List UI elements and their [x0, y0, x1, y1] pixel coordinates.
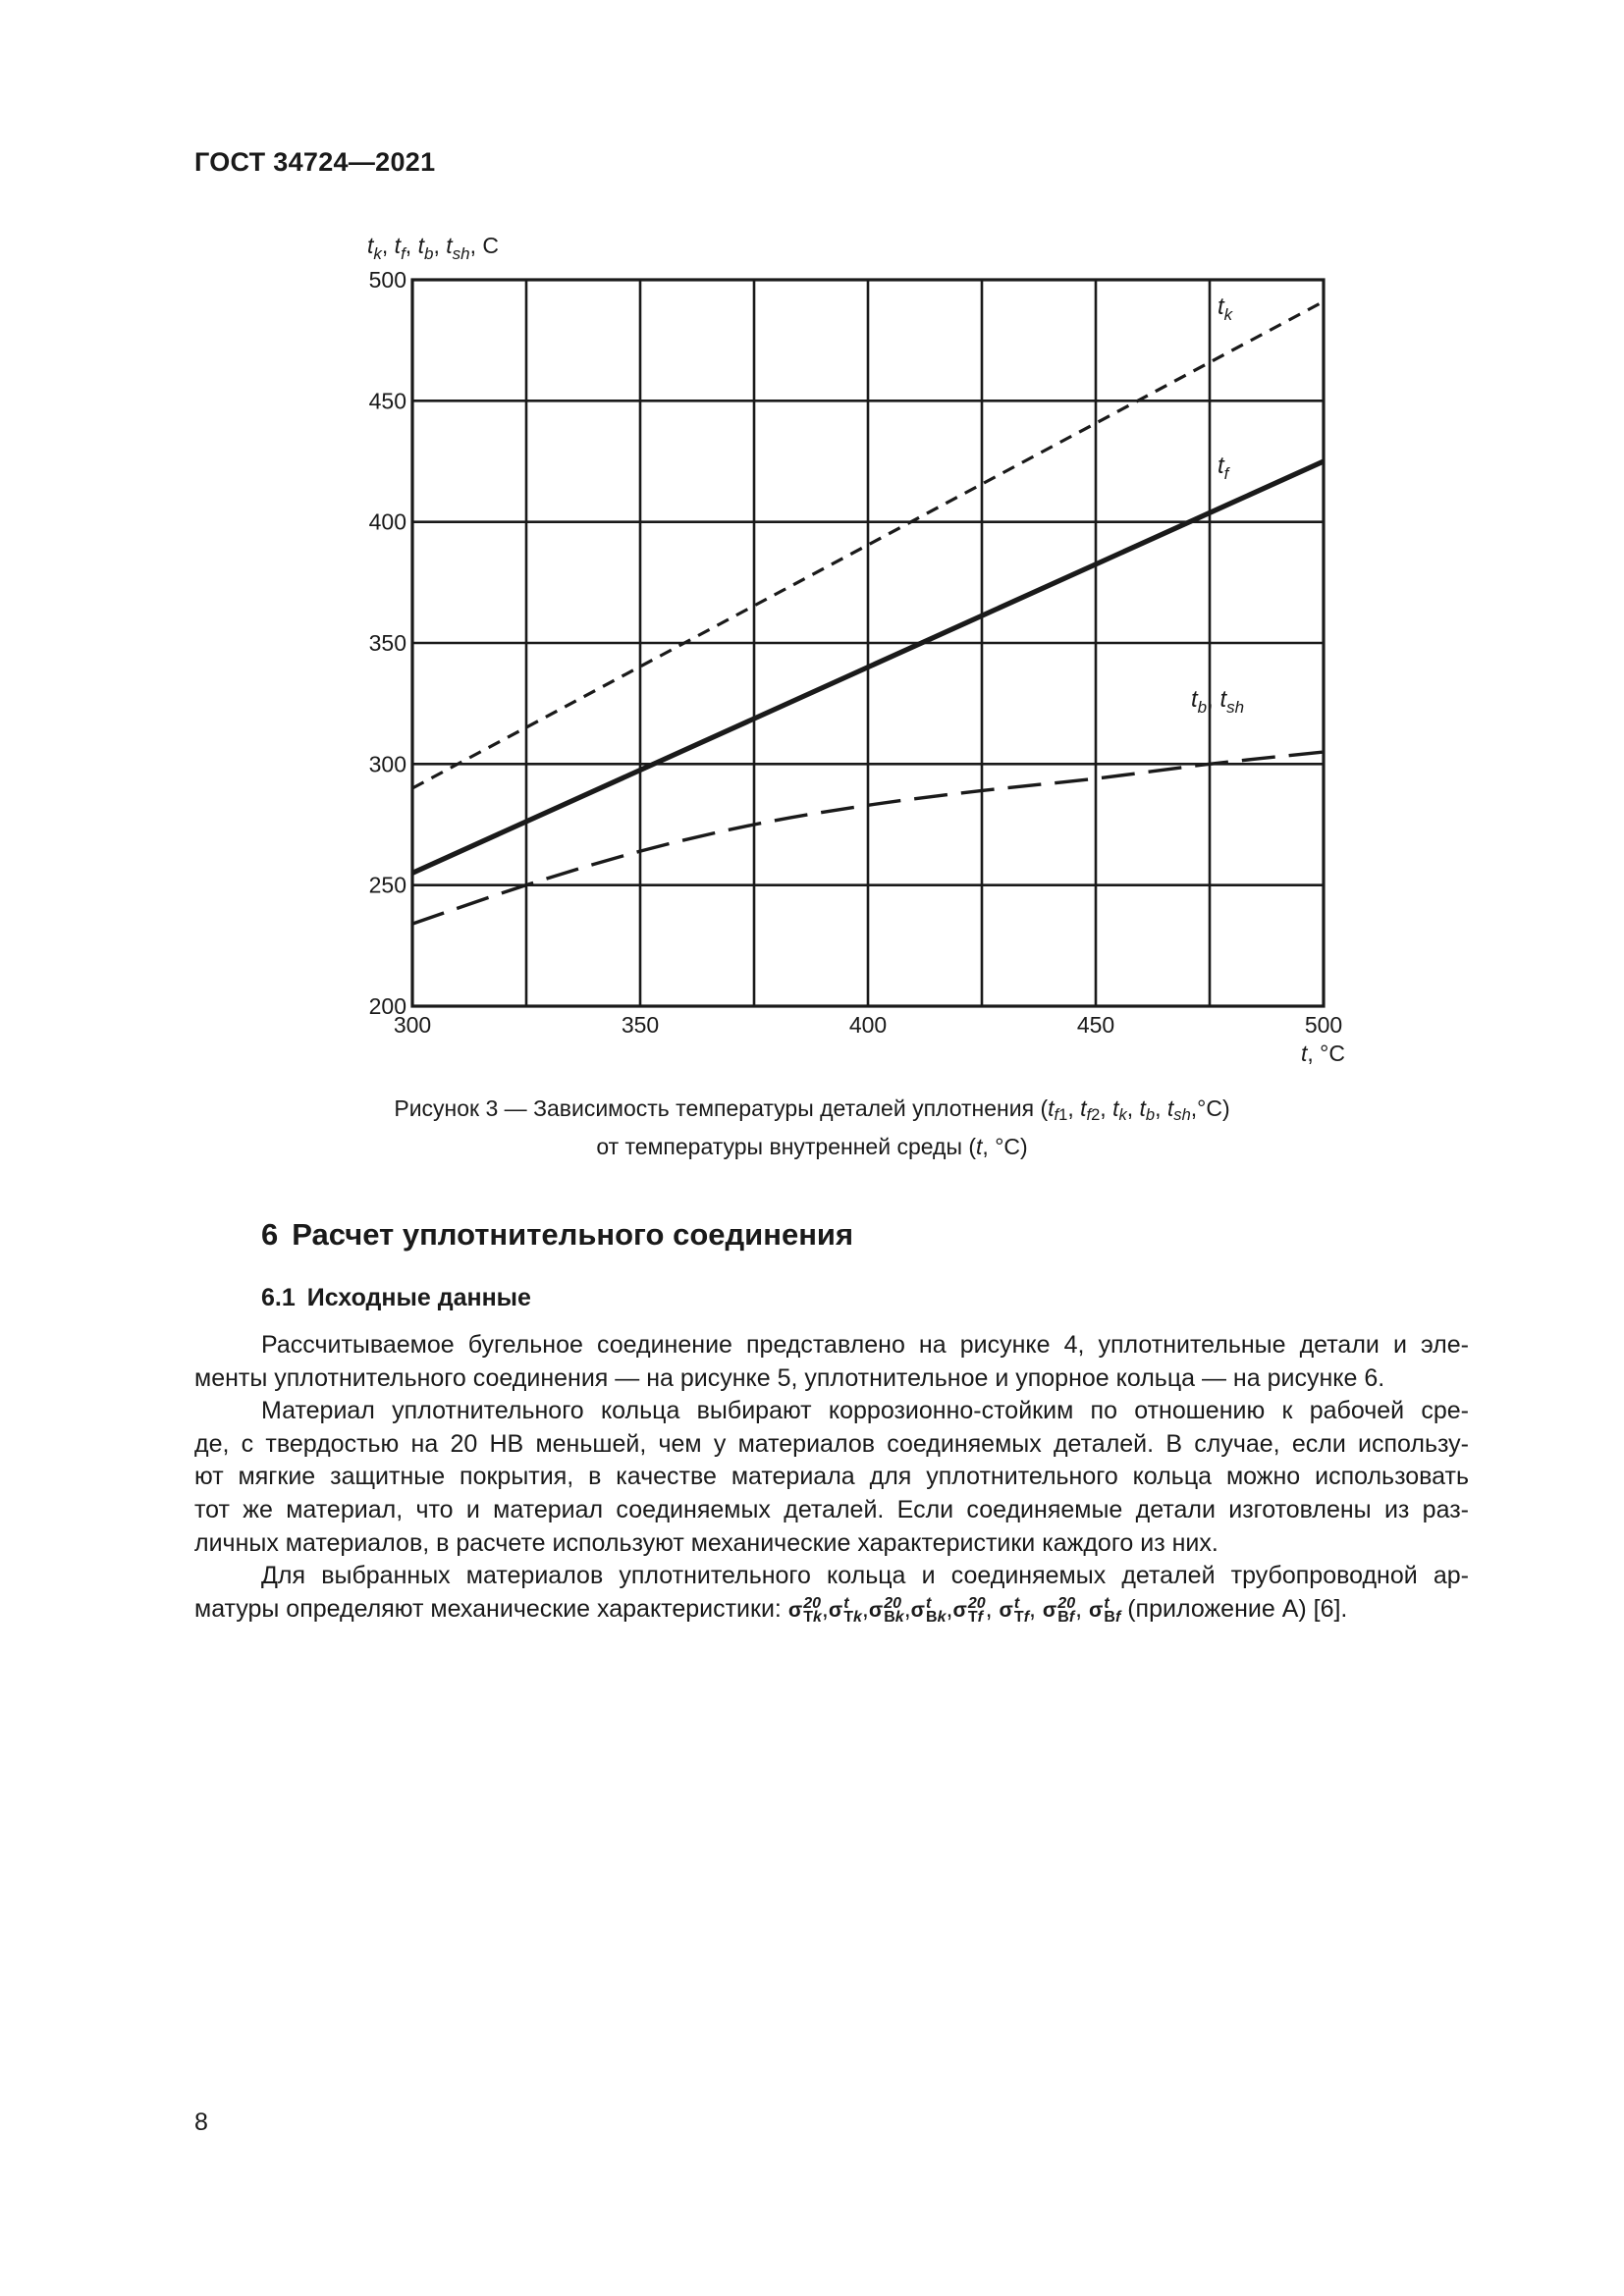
y-axis-label: $t_k$, $t_f$, $t_b$, $t_{sh}$, С — [367, 233, 499, 263]
paragraph-line — [194, 1593, 1469, 1628]
paragraph-line: ют мягкие защитные покрытия, в качестве материала для уплотнительного кольца можно использовать — [194, 1463, 1469, 1491]
figure-caption-line2: от температуры внутренней среды (t, °С) — [596, 1134, 1028, 1160]
section-number: 6 — [261, 1217, 279, 1252]
document-header: ГОСТ 34724—2021 — [194, 147, 436, 177]
x-axis-label: t, °С — [1301, 1041, 1345, 1066]
series-label: $t_f$ — [1218, 453, 1229, 483]
figure-caption — [295, 1093, 1329, 1163]
paragraph-2 — [194, 1395, 1469, 1560]
paragraph-line: тот же материал, что и материал соединяемых деталей. Если соединяемые детали изготовлены из раз- — [194, 1495, 1469, 1523]
symbol-sigma: σ t Bk — [910, 1595, 947, 1627]
section-title: Расчет уплотнительного соединения — [292, 1217, 854, 1252]
y-tick-label: 200 — [368, 993, 406, 1019]
x-tick-label: 450 — [1076, 1012, 1115, 1038]
y-tick-label: 500 — [368, 267, 406, 293]
temperature-chart — [0, 0, 1624, 1139]
figure-caption-line1: Рисунок 3 — Зависимость температуры деталей уплотнения ($t_{f1}$, $t_{f2}$, $t_k$, $t_b$, $t_{sh},^\circ С$) — [394, 1095, 1230, 1125]
section-heading — [261, 1217, 853, 1253]
symbol-sigma: σ t Tk — [828, 1595, 862, 1627]
paragraph-line: Для выбранных материалов уплотнительного кольца и соединяемых деталей трубопроводной ар- — [261, 1562, 1469, 1590]
symbol-sigma: σ 20 Tf — [952, 1595, 986, 1627]
symbol-sigma: σ 20 Bf — [1042, 1595, 1076, 1627]
subsection-heading — [261, 1284, 531, 1312]
series-label: $t_b$, $t_{sh}$ — [1191, 686, 1245, 717]
paragraph-line: Материал уплотнительного кольца выбирают коррозионно-стойким по отношению к рабочей сре- — [261, 1397, 1469, 1425]
subsection-title: Исходные данные — [306, 1284, 531, 1311]
x-tick-label: 400 — [848, 1012, 888, 1038]
paragraph-1 — [194, 1329, 1469, 1395]
paragraph-3 — [194, 1560, 1469, 1627]
paragraph-line: менты уплотнительного соединения — на рисунке 5, уплотнительное и упорное кольца — на рисунке 6. — [194, 1363, 1385, 1392]
y-tick-label: 250 — [368, 872, 406, 898]
symbol-sigma: σ t Bf — [1089, 1595, 1121, 1627]
series-label: $t_k$ — [1218, 294, 1233, 324]
y-tick-label: 350 — [368, 630, 406, 656]
x-tick-label: 350 — [621, 1012, 660, 1038]
symbol-sigma: σ 20 Bk — [868, 1595, 904, 1627]
y-tick-label: 300 — [368, 751, 406, 777]
paragraph-line-text: матуры определяют механические характеристики: — [194, 1594, 782, 1623]
mechanical-symbols: σ 20 Tk ,σ t Tk ,σ 20 Bk ,σ t Bk ,σ 20 Tf , σ t Tf , σ 20 Bf , σ t Bf — [787, 1594, 1121, 1627]
body-text — [194, 1329, 1469, 1627]
paragraph-tail: (приложение А) [6]. — [1127, 1594, 1348, 1623]
symbol-sigma: σ 20 Tk — [787, 1595, 822, 1627]
x-tick-label: 300 — [393, 1012, 432, 1038]
figure-3-chart — [0, 0, 1624, 1139]
y-tick-label: 450 — [368, 388, 406, 414]
paragraph-line: де, с твердостью на 20 НВ меньшей, чем у материалов соединяемых деталей. В случае, если использу- — [194, 1429, 1469, 1458]
paragraph-line: Рассчитываемое бугельное соединение представлено на рисунке 4, уплотнительные детали и эле- — [261, 1331, 1469, 1359]
paragraph-line: личных материалов, в расчете используют механические характеристики каждого из них. — [194, 1528, 1218, 1557]
y-tick-label: 400 — [368, 508, 406, 535]
x-tick-label: 500 — [1304, 1012, 1343, 1038]
subsection-number: 6.1 — [261, 1284, 296, 1311]
page-number: 8 — [194, 2109, 208, 2136]
symbol-sigma: σ t Tf — [999, 1595, 1030, 1627]
